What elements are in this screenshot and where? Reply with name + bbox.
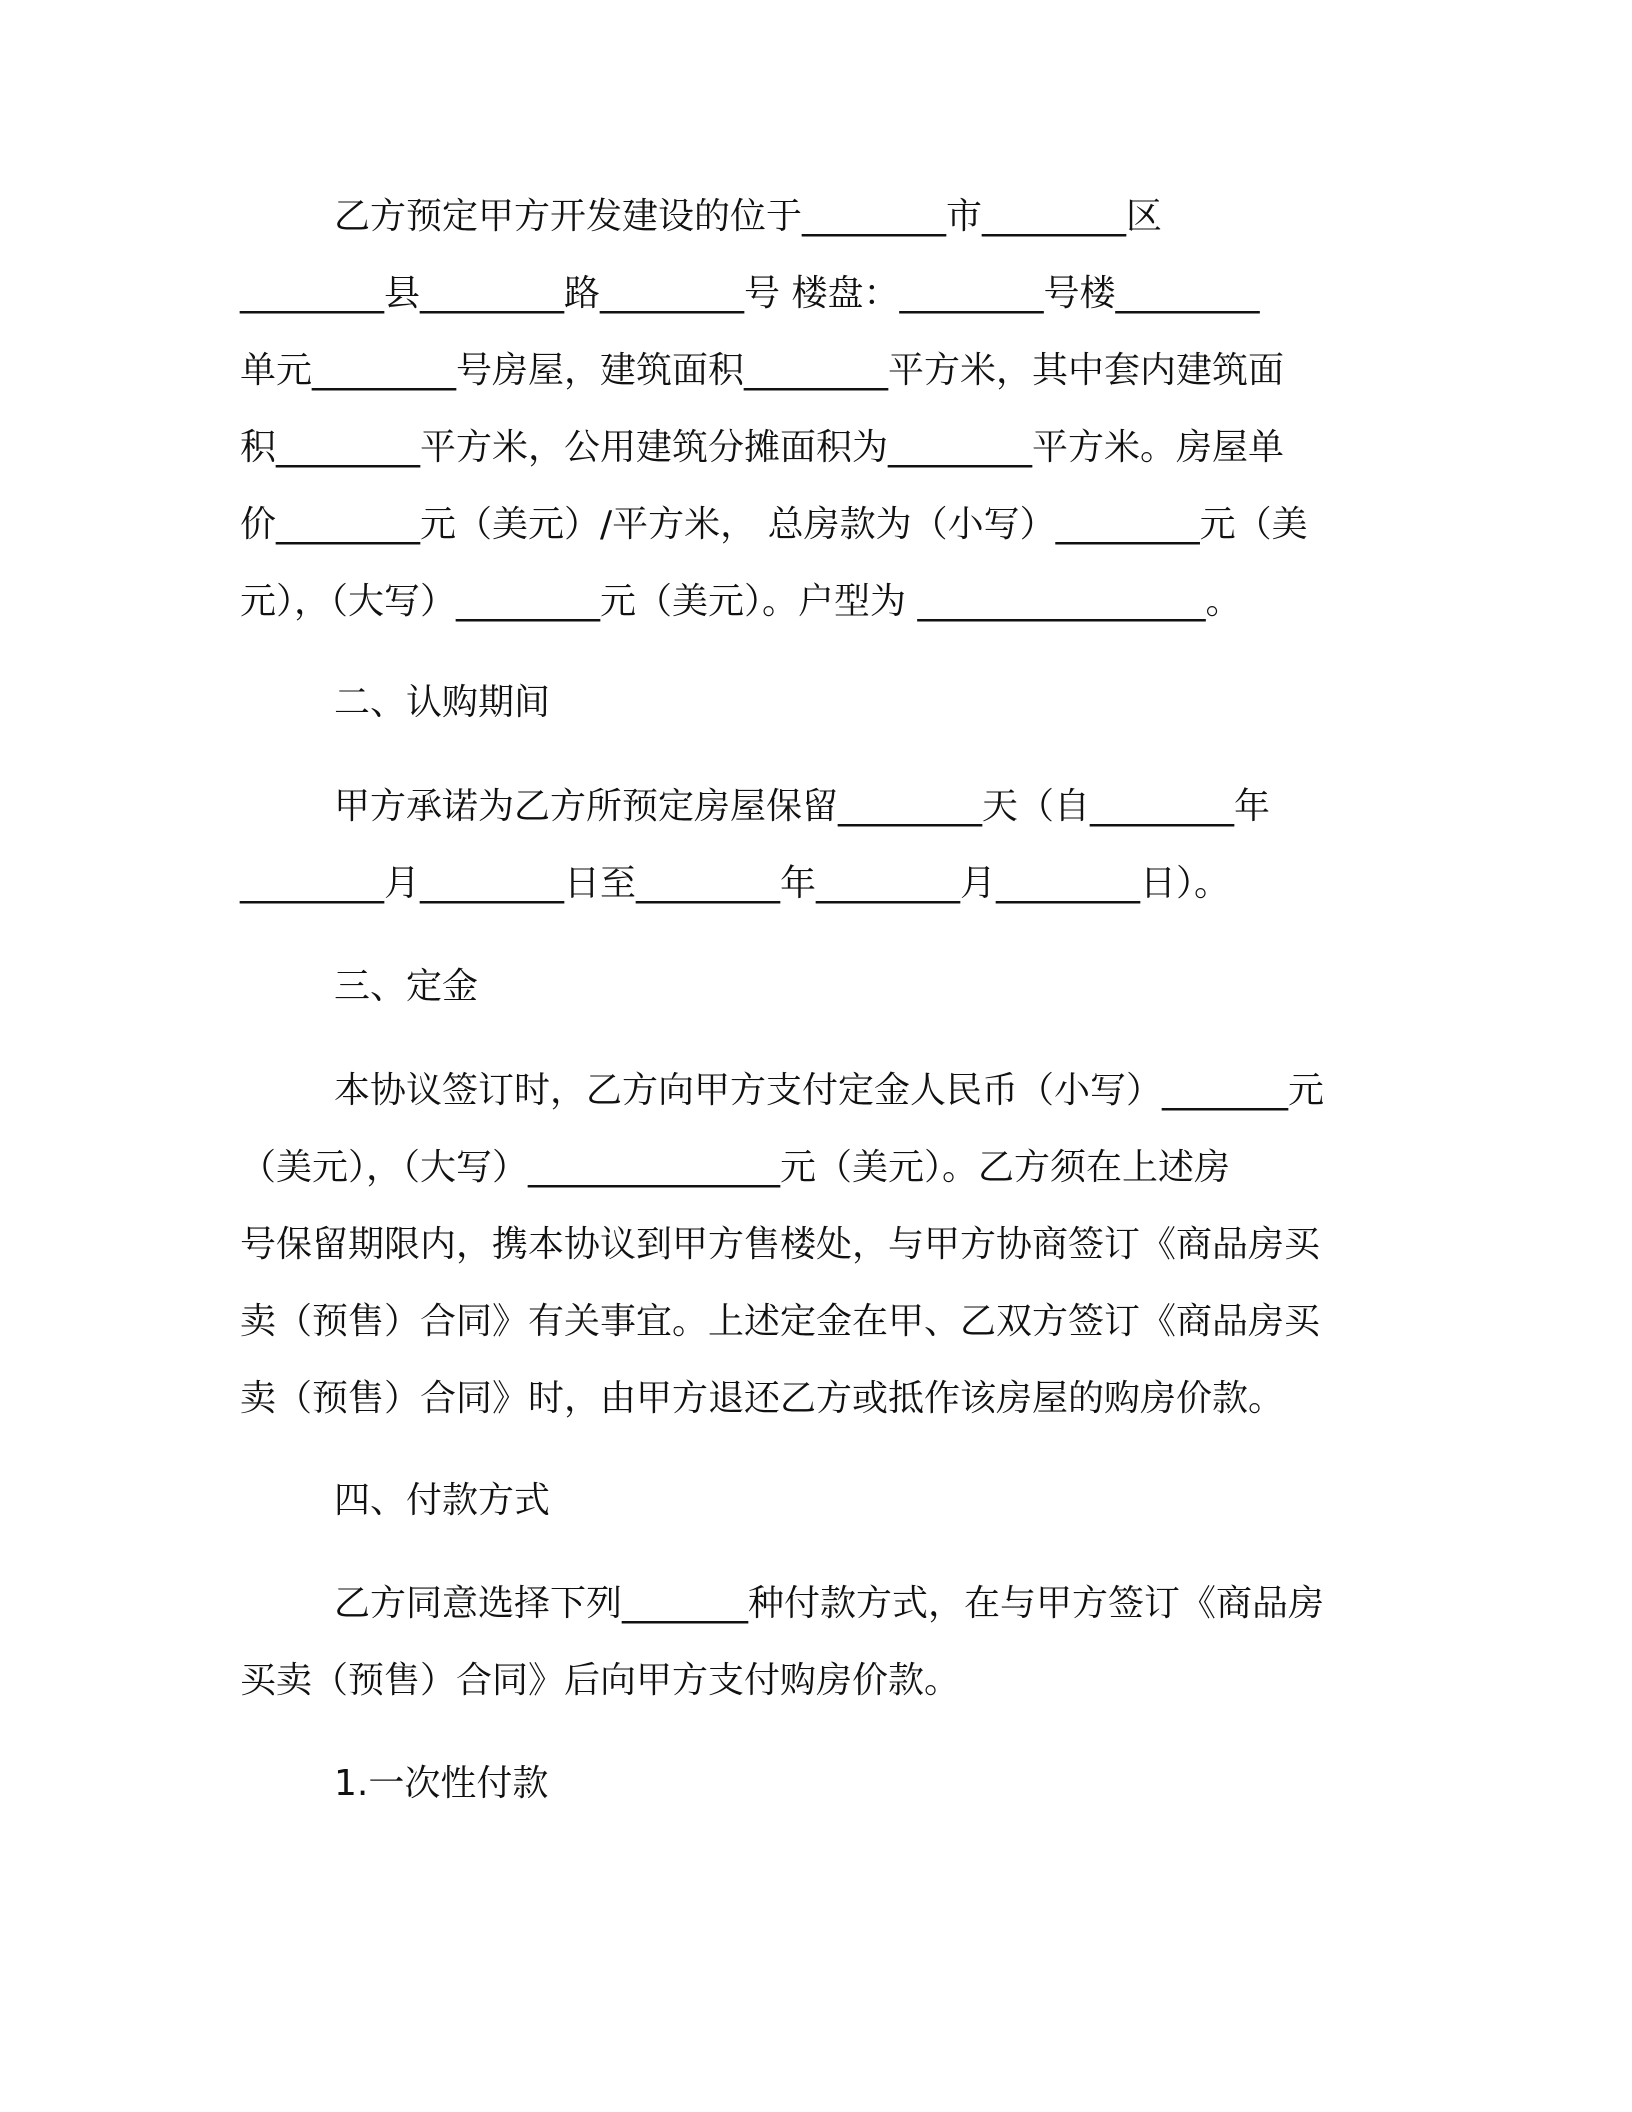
- section-heading: 四、付款方式: [334, 1480, 551, 1521]
- paragraph-line: ________月________日至________年________月________日）。: [240, 863, 1231, 904]
- paragraph-line: 元），（大写）________元（美元）。户型为 ________________。: [240, 581, 1242, 622]
- paragraph-line: 甲方承诺为乙方所预定房屋保留________天（自________年: [334, 786, 1271, 827]
- paragraph-line: 积________平方米，公用建筑分摊面积为________平方米。房屋单: [240, 427, 1285, 468]
- paragraph-line: 本协议签订时，乙方向甲方支付定金人民币（小写）_______元: [334, 1070, 1325, 1111]
- paragraph-line: 乙方预定甲方开发建设的位于________市________区: [334, 196, 1163, 237]
- sub-heading: 1.一次性付款: [334, 1763, 549, 1804]
- paragraph-line: 单元________号房屋，建筑面积________平方米，其中套内建筑面: [240, 350, 1285, 391]
- paragraph-line: 卖（预售）合同》有关事宜。上述定金在甲、乙双方签订《商品房买: [240, 1301, 1321, 1342]
- paragraph-line: ________县________路________号 楼盘：________号楼________: [240, 273, 1260, 314]
- section-heading: 二、认购期间: [334, 682, 551, 723]
- paragraph-line: 买卖（预售）合同》后向甲方支付购房价款。: [240, 1660, 961, 1701]
- paragraph-line: （美元），（大写）______________元（美元）。乙方须在上述房: [240, 1147, 1231, 1188]
- paragraph-line: 卖（预售）合同》时，由甲方退还乙方或抵作该房屋的购房价款。: [240, 1378, 1285, 1419]
- paragraph-line: 价________元（美元）/平方米， 总房款为（小写）________元（美: [240, 504, 1308, 545]
- paragraph-line: 乙方同意选择下列_______种付款方式，在与甲方签订《商品房: [334, 1583, 1325, 1624]
- paragraph-line: 号保留期限内，携本协议到甲方售楼处，与甲方协商签订《商品房买: [240, 1224, 1321, 1265]
- section-heading: 三、定金: [334, 966, 479, 1007]
